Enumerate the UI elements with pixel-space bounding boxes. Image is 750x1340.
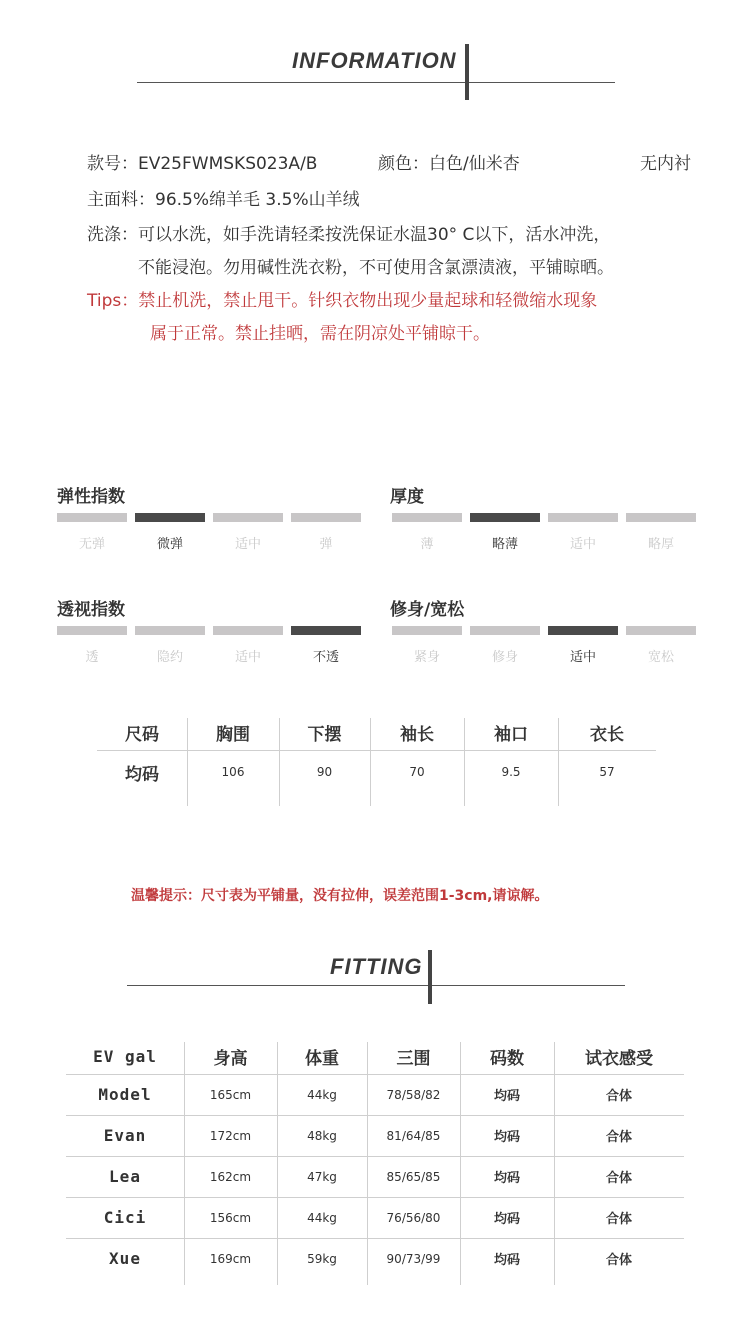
- size-value-cell: 106: [221, 765, 245, 779]
- scale-bar: [470, 626, 540, 635]
- fitting-value-cell: 合体: [605, 1089, 632, 1104]
- wash-line-2: 不能浸泡。勿用碱性洗衣粉，不可使用含氯漂渍液，平铺晾晒。: [138, 258, 614, 278]
- tips-line-1: Tips：禁止机洗，禁止甩干。针织衣物出现少量起球和轻微缩水现象: [87, 291, 598, 311]
- material-info: 主面料：96.5%绵羊毛 3.5%山羊绒: [87, 190, 360, 210]
- information-bar: [465, 44, 469, 100]
- fitting-value-cell: 合体: [605, 1171, 632, 1186]
- fitting-value-cell: Lea: [109, 1167, 141, 1186]
- fitting-value-cell: 165cm: [209, 1087, 252, 1102]
- size-value-cell: 均码: [125, 764, 159, 785]
- wash-line-1: 洗涤：可以水洗，如手洗请轻柔按洗保证水温30° C以下，活水冲洗，: [87, 225, 611, 245]
- scale-bar: [213, 513, 283, 522]
- scale-bar: [392, 513, 462, 522]
- size-value-cell: 57: [599, 765, 615, 779]
- scale-label: 紧身: [413, 650, 440, 665]
- fitting-header-cell: 码数: [490, 1048, 524, 1069]
- size-value-cell: 90: [316, 765, 333, 779]
- scale-label: 隐约: [156, 650, 183, 665]
- scale-label: 适中: [569, 650, 596, 665]
- attribute-title: 修身/宽松: [390, 600, 465, 620]
- size-header-cell: 下摆: [307, 724, 342, 745]
- fitting-value-cell: 78/58/82: [386, 1087, 441, 1102]
- fitting-value-cell: Cici: [103, 1208, 147, 1227]
- fitting-value-cell: 44kg: [307, 1210, 337, 1225]
- scale-label: 薄: [420, 537, 434, 552]
- fitting-value-cell: 81/64/85: [386, 1128, 441, 1143]
- fitting-value-cell: 均码: [493, 1212, 520, 1227]
- scale-bar: [392, 626, 462, 635]
- style-number: 款号：EV25FWMSKS023A/B: [87, 154, 318, 174]
- scale-label: 略薄: [491, 537, 518, 552]
- color-info: 颜色：白色/仙米杏: [378, 154, 520, 174]
- fitting-value-cell: 76/56/80: [386, 1210, 441, 1225]
- information-title: INFORMATION: [292, 48, 457, 73]
- scale-label: 无弹: [78, 537, 105, 552]
- size-note: 温馨提示：尺寸表为平铺量，没有拉伸，误差范围1-3cm,请谅解。: [131, 888, 549, 904]
- scale-label: 适中: [569, 537, 596, 552]
- scale-bar: [470, 513, 540, 522]
- scale-label: 弹: [319, 537, 333, 552]
- size-header-cell: 胸围: [216, 724, 250, 745]
- lining-info: 无内衬: [640, 154, 691, 174]
- fitting-value-cell: 均码: [493, 1130, 520, 1145]
- fitting-header-cell: 身高: [213, 1048, 248, 1069]
- scale-label: 不透: [312, 650, 339, 665]
- attribute-title: 透视指数: [57, 600, 125, 620]
- fitting-value-cell: 59kg: [307, 1251, 337, 1266]
- scale-bar: [135, 626, 205, 635]
- scale-bar: [291, 513, 361, 522]
- size-header-cell: 衣长: [590, 724, 624, 745]
- fitting-value-cell: 44kg: [307, 1087, 337, 1102]
- fitting-value-cell: 48kg: [307, 1128, 337, 1143]
- fitting-header-cell: 三围: [396, 1048, 431, 1069]
- scale-label: 透: [85, 650, 99, 665]
- size-header-cell: 尺码: [125, 724, 159, 745]
- fitting-value-cell: 172cm: [209, 1128, 252, 1143]
- scale-label: 适中: [234, 650, 261, 665]
- fitting-header-cell: 体重: [305, 1048, 339, 1069]
- information-underline: [137, 82, 615, 83]
- scale-bar: [548, 626, 618, 635]
- attribute-title: 弹性指数: [57, 487, 125, 507]
- fitting-value-cell: 47kg: [307, 1169, 337, 1184]
- fitting-header-cell: EV gal: [93, 1046, 157, 1066]
- scale-bar: [213, 626, 283, 635]
- fitting-value-cell: 156cm: [209, 1210, 252, 1225]
- scale-label: 略厚: [647, 537, 674, 552]
- scale-bar: [626, 513, 696, 522]
- fitting-value-cell: 169cm: [209, 1251, 252, 1266]
- fitting-value-cell: Evan: [103, 1126, 147, 1145]
- tips-line-2: 属于正常。禁止挂晒，需在阴凉处平铺晾干。: [150, 324, 490, 344]
- scale-bar: [57, 626, 127, 635]
- scale-bar: [135, 513, 205, 522]
- fitting-value-cell: 均码: [493, 1253, 520, 1268]
- fitting-value-cell: 合体: [605, 1130, 632, 1145]
- size-header-cell: 袖长: [400, 724, 434, 745]
- size-header-cell: 袖口: [494, 724, 528, 745]
- fitting-value-cell: 合体: [605, 1253, 632, 1268]
- scale-label: 微弹: [156, 537, 183, 552]
- fitting-value-cell: 90/73/99: [386, 1251, 441, 1266]
- fitting-value-cell: Xue: [109, 1249, 141, 1268]
- fitting-value-cell: 均码: [493, 1089, 520, 1104]
- attribute-title: 厚度: [390, 487, 424, 507]
- fitting-value-cell: 162cm: [209, 1169, 252, 1184]
- fitting-header-cell: 试衣感受: [585, 1048, 653, 1069]
- scale-label: 宽松: [647, 650, 674, 665]
- fitting-value-cell: 均码: [493, 1171, 520, 1186]
- scale-label: 修身: [491, 650, 518, 665]
- fitting-value-cell: Model: [98, 1085, 152, 1104]
- fitting-title: FITTING: [330, 954, 423, 979]
- fitting-underline: [127, 985, 625, 986]
- fitting-value-cell: 85/65/85: [386, 1169, 441, 1184]
- fitting-bar: [428, 950, 432, 1004]
- scale-bar: [548, 513, 618, 522]
- scale-bar: [291, 626, 361, 635]
- scale-bar: [626, 626, 696, 635]
- scale-label: 适中: [234, 537, 261, 552]
- size-value-cell: 70: [409, 765, 425, 779]
- size-value-cell: 9.5: [501, 765, 521, 779]
- scale-bar: [57, 513, 127, 522]
- fitting-value-cell: 合体: [605, 1212, 632, 1227]
